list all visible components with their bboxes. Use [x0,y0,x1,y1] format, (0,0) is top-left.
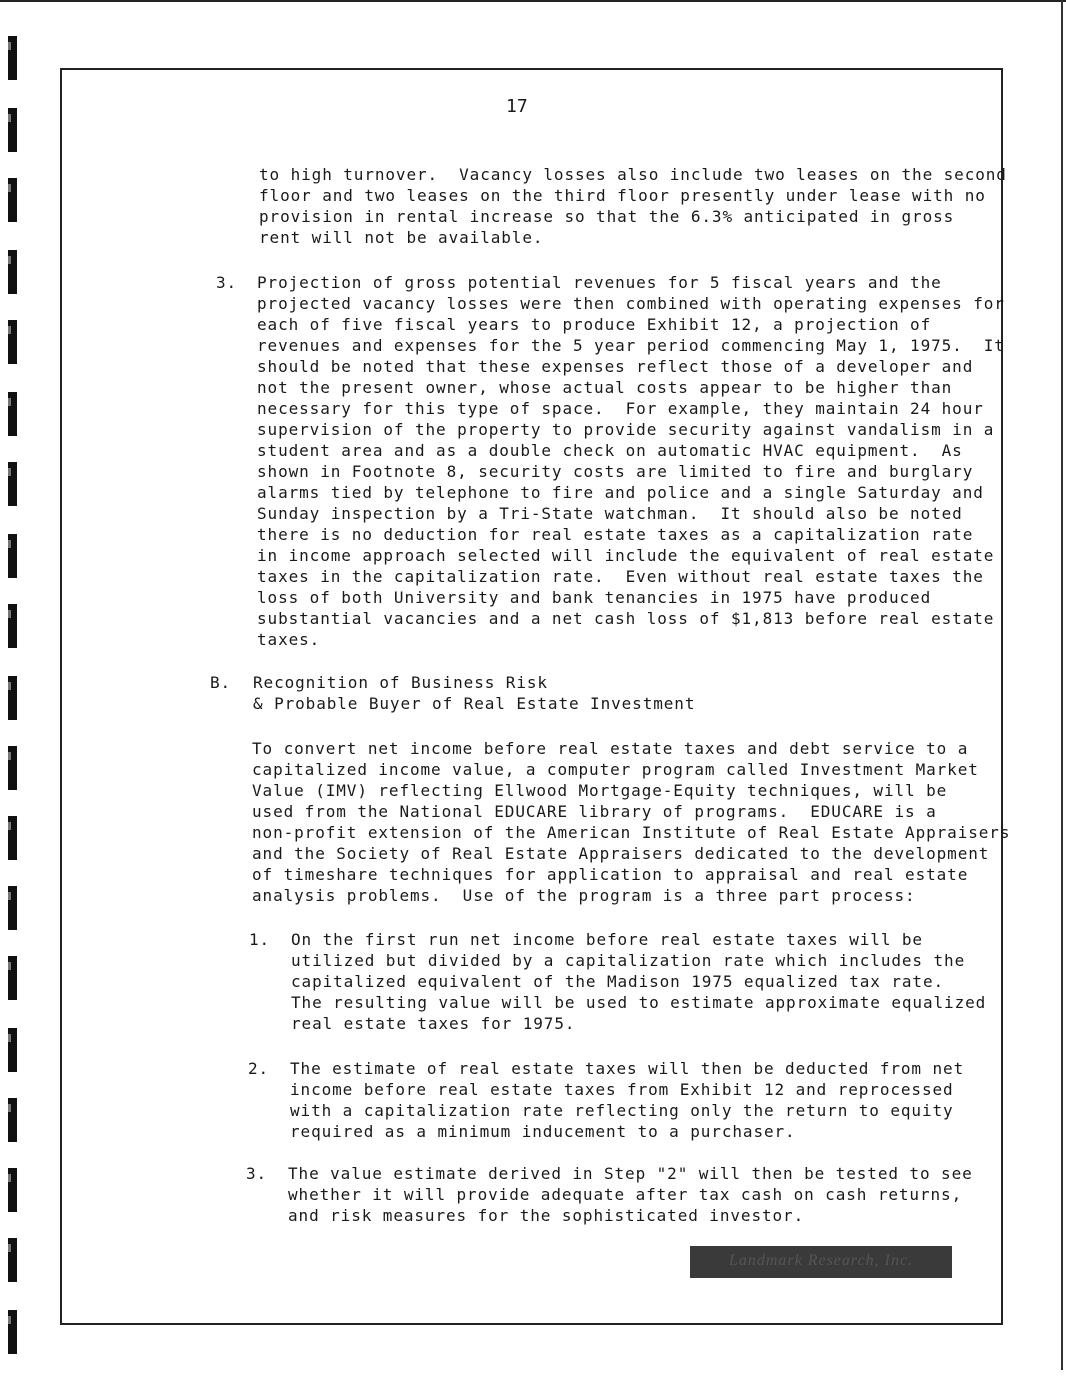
binder-hole-mark [8,816,17,860]
page-number: 17 [506,96,528,117]
company-stamp [690,1246,952,1278]
section-heading: Recognition of Business Risk & Probable Buyer of Real Estate Investment [253,673,696,713]
binder-hole-mark [8,746,17,790]
binder-hole-mark [8,250,17,294]
section-letter: B. [210,673,232,692]
step-text: The estimate of real estate taxes will then be deducted from net income before real estate taxes from Exhibit 12 and reprocessed with a capitalization rate reflecting only the return to equity required as a minimum inducement to a purchaser. [290,1059,965,1141]
list-item-number: 3. [216,273,238,292]
binder-hole-mark [8,604,17,648]
binder-hole-mark [8,1098,17,1142]
page-top-edge [0,0,1066,2]
step-number: 1. [249,930,271,949]
list-item-text: Projection of gross potential revenues for 5 fiscal years and the projected vacancy losses were then combined with operating expenses for each of five fiscal years to produce Exhibit 12, a projection of revenues and expenses for the 5 year period commencing May 1, 1975. It should be noted that these expenses reflect those of a developer and not the present owner, whose actual costs appear to be higher than necessary for this type of space. For example, they maintain 24 hour supervision of the property to provide security against vandalism in a student area and as a double check on automatic HVAC equipment. As shown in Footnote 8, security costs are limited to fire and burglary alarms tied by telephone to fire and police and a single Saturday and Sunday inspection by a Tri-State watchman. It should also be noted there is no deduction for real estate taxes as a capitalization rate in income approach selected will include the equivalent of real estate taxes in the capitalization rate. Even without real estate taxes the loss of both University and bank tenancies in 1975 have produced substantial vacancies and a net cash loss of $1,813 before real estate taxes. [257,273,1005,649]
continued-paragraph: to high turnover. Vacancy losses also include two leases on the second floor and two leases on the third floor presently under lease with no provision in rental increase so that the 6.3% anticipated in gross rent will not be available. [259,165,1007,247]
binder-hole-mark [8,320,17,364]
step-number: 2. [248,1059,270,1078]
step-text: On the first run net income before real estate taxes will be utilized but divided by a capitalization rate which includes the capitalized equivalent of the Madison 1975 equalized tax rate. The resulting value will be used to estimate approximate equalized real estate taxes for 1975. [291,930,987,1033]
binder-hole-mark [8,462,17,506]
binder-hole-mark [8,178,17,222]
stamp-text: Landmark Research, Inc. [728,1252,914,1269]
binder-hole-mark [8,676,17,720]
binder-hole-mark [8,1168,17,1212]
binder-hole-mark [8,392,17,436]
binder-hole-mark [8,1028,17,1072]
binder-hole-mark [8,956,17,1000]
section-paragraph: To convert net income before real estate taxes and debt service to a capitalized income value, a computer program called Investment Market Value (IMV) reflecting Ellwood Mortgage-Equity techniques, will be used from the National EDUCARE library of programs. EDUCARE is a non-profit extension of the American Institute of Real Estate Appraisers and the Society of Real Estate Appraisers dedicated to the development of timeshare techniques for application to appraisal and real estate analysis problems. Use of the program is a three part process: [252,739,1011,905]
page-right-edge [1061,0,1063,1370]
binder-hole-mark [8,534,17,578]
binder-hole-mark [8,886,17,930]
binder-hole-mark [8,1310,17,1354]
step-number: 3. [246,1164,268,1183]
binder-hole-mark [8,1238,17,1282]
step-text: The value estimate derived in Step "2" will then be tested to see whether it will provide adequate after tax cash on cash returns, and risk measures for the sophisticated investor. [288,1164,973,1225]
binder-hole-mark [8,36,17,80]
binder-hole-mark [8,108,17,152]
